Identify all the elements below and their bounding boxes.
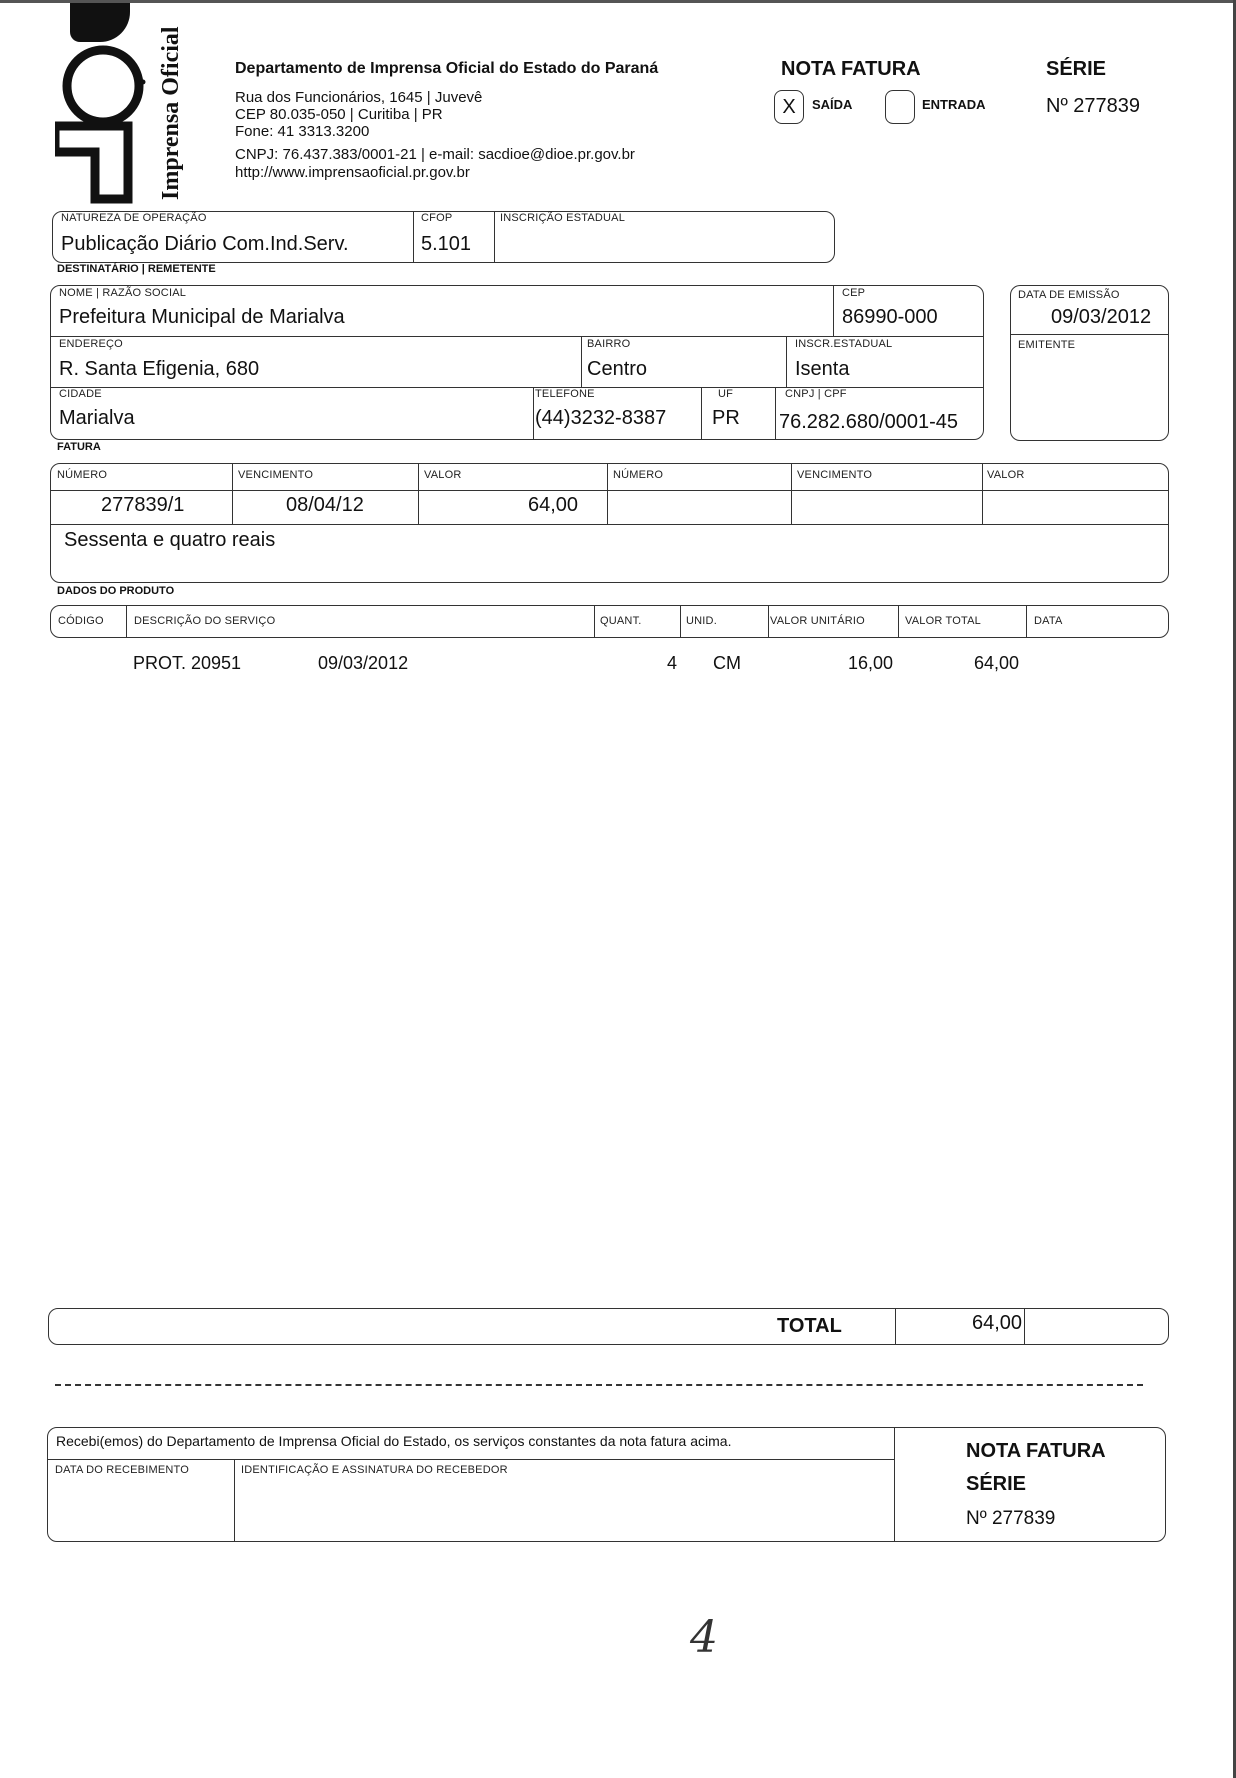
item-unid: CM	[713, 653, 741, 673]
divider	[234, 1460, 235, 1541]
org-name: Departamento de Imprensa Oficial do Estado do Paraná	[235, 60, 659, 77]
divider	[898, 606, 899, 637]
recibo-ident-label: IDENTIFICAÇÃO E ASSINATURA DO RECEBEDOR	[241, 1464, 508, 1476]
org-cnpj: CNPJ: 76.437.383/0001-21 | e-mail: sacdioe@dioe.pr.gov.br	[235, 146, 635, 163]
divider	[701, 388, 702, 439]
destinatario-title: DESTINATÁRIO | REMETENTE	[57, 263, 216, 275]
fatura-col-numero: NÚMERO	[57, 469, 108, 481]
fatura-valor-extenso: Sessenta e quatro reais	[64, 529, 276, 551]
fatura-title: FATURA	[57, 441, 101, 453]
recibo-nota-title: NOTA FATURA	[966, 1440, 1106, 1462]
cidade-label: CIDADE	[59, 388, 102, 400]
divider	[51, 336, 983, 337]
uf-value: PR	[712, 407, 740, 429]
divider	[418, 464, 419, 524]
item-valor-unit: 16,00	[848, 653, 894, 673]
endereco-value: R. Santa Efigenia, 680	[59, 358, 260, 380]
natureza-label: NATUREZA DE OPERAÇÃO	[61, 212, 207, 224]
produto-col-data: DATA	[1034, 615, 1063, 627]
divider	[607, 464, 608, 524]
divider	[1011, 334, 1168, 335]
divider	[413, 212, 414, 262]
bairro-value: Centro	[587, 358, 648, 380]
item-descricao: 09/03/2012	[318, 653, 409, 673]
org-phone: Fone: 41 3313.3200	[235, 123, 370, 140]
fatura-col-vencimento: VENCIMENTO	[238, 469, 314, 481]
entrada-checkbox[interactable]	[885, 90, 915, 124]
divider	[680, 606, 681, 637]
recibo-numero: Nº 277839	[966, 1508, 1056, 1529]
org-address: Rua dos Funcionários, 1645 | Juvevê	[235, 89, 483, 106]
saida-label: SAÍDA	[812, 97, 853, 112]
cnpj-cpf-label: CNPJ | CPF	[785, 388, 847, 400]
divider	[494, 212, 495, 262]
telefone-value: (44)3232-8387	[535, 407, 667, 429]
divider	[895, 1309, 896, 1344]
divider	[581, 337, 582, 387]
cfop-label: CFOP	[421, 212, 453, 224]
uf-label: UF	[718, 388, 734, 400]
fatura-col-valor-2: VALOR	[987, 469, 1025, 481]
cfop-value: 5.101	[421, 233, 472, 255]
total-label: TOTAL	[777, 1315, 842, 1337]
saida-checkbox[interactable]: X	[774, 90, 804, 124]
divider	[533, 388, 534, 439]
divider	[775, 388, 776, 439]
divider	[51, 524, 1168, 525]
divider	[126, 606, 127, 637]
inscr-estadual-label: INSCR.ESTADUAL	[795, 338, 893, 350]
divider	[1026, 606, 1027, 637]
divider	[768, 606, 769, 637]
org-cep: CEP 80.035-050 | Curitiba | PR	[235, 106, 443, 123]
cep-label: CEP	[842, 287, 866, 299]
item-quant: 4	[667, 653, 678, 673]
telefone-label: TELEFONE	[535, 388, 595, 400]
doc-title: NOTA FATURA	[781, 58, 921, 80]
item-codigo: PROT. 20951	[133, 653, 242, 673]
fatura-col-vencimento-2: VENCIMENTO	[797, 469, 873, 481]
serie-label: SÉRIE	[1046, 58, 1107, 80]
fatura-valor: 64,00	[528, 494, 579, 516]
nome-label: NOME | RAZÃO SOCIAL	[59, 287, 187, 299]
produto-title: DADOS DO PRODUTO	[57, 585, 175, 597]
divider	[48, 1459, 894, 1460]
cut-line	[55, 1384, 1143, 1386]
fatura-col-valor: VALOR	[424, 469, 462, 481]
fatura-vencimento: 08/04/12	[286, 494, 364, 516]
endereco-label: ENDEREÇO	[59, 338, 123, 350]
produto-col-quant: QUANT.	[600, 615, 642, 627]
org-website: http://www.imprensaoficial.pr.gov.br	[235, 164, 470, 181]
divider	[982, 464, 983, 524]
bairro-label: BAIRRO	[587, 338, 631, 350]
divider	[833, 286, 834, 336]
cidade-value: Marialva	[59, 407, 135, 429]
produto-col-valor-unit: VALOR UNITÁRIO	[770, 615, 865, 627]
brand-vertical-text: Imprensa Oficial	[158, 26, 184, 200]
fatura-col-numero-2: NÚMERO	[613, 469, 664, 481]
doc-number: Nº 277839	[1046, 95, 1141, 117]
produto-col-unid: UNID.	[686, 615, 717, 627]
cnpj-cpf-value: 76.282.680/0001-45	[779, 411, 959, 433]
divider	[791, 464, 792, 524]
produto-col-descricao: DESCRIÇÃO DO SERVIÇO	[134, 615, 276, 627]
produto-col-valor-total: VALOR TOTAL	[905, 615, 981, 627]
natureza-value: Publicação Diário Com.Ind.Serv.	[61, 233, 349, 255]
cep-value: 86990-000	[842, 306, 938, 328]
entrada-label: ENTRADA	[922, 97, 986, 112]
scan-border-top	[0, 0, 1236, 3]
divider	[1024, 1309, 1025, 1344]
emissao-value: 09/03/2012	[1051, 306, 1152, 328]
total-value: 64,00	[972, 1312, 1023, 1334]
produto-col-codigo: CÓDIGO	[58, 615, 104, 627]
divider	[51, 490, 1168, 491]
divider	[786, 337, 787, 387]
recibo-serie-label: SÉRIE	[966, 1473, 1027, 1495]
emissao-label: DATA DE EMISSÃO	[1018, 289, 1120, 301]
divider	[594, 606, 595, 637]
inscr-estadual-value: Isenta	[795, 358, 850, 380]
divider	[232, 464, 233, 524]
fatura-numero: 277839/1	[101, 494, 185, 516]
inscricao-label: INSCRIÇÃO ESTADUAL	[500, 212, 626, 224]
divider	[894, 1428, 895, 1541]
emitente-label: EMITENTE	[1018, 339, 1076, 351]
item-valor-total: 64,00	[974, 653, 1020, 673]
handwritten-mark: 4	[690, 1612, 718, 1663]
nome-value: Prefeitura Municipal de Marialva	[59, 306, 345, 328]
recibo-statement: Recebi(emos) do Departamento de Imprensa Oficial do Estado, os serviços constantes da nota fatura acima.	[56, 1433, 732, 1449]
recibo-data-label: DATA DO RECEBIMENTO	[55, 1464, 189, 1476]
fatura-box	[50, 463, 1169, 583]
